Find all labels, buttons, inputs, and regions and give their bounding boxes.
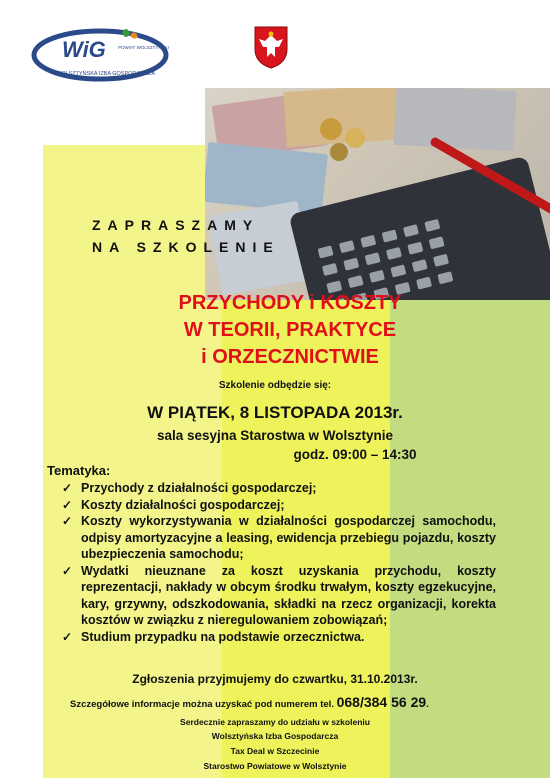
phone-suffix: . <box>426 699 429 710</box>
paper-sheet <box>394 88 517 151</box>
banknote <box>205 142 328 214</box>
checkmark-icon: ✓ <box>62 563 73 578</box>
organizer-wig: Wolsztyńska Izba Gospodarcza <box>211 731 339 741</box>
event-hours: godz. 09:00 – 14:30 <box>293 447 417 462</box>
title-line-3: i ORZECZNICTWIE <box>201 346 379 368</box>
coat-of-arms-icon <box>253 25 289 69</box>
checkmark-icon: ✓ <box>62 481 73 495</box>
invitation-heading <box>92 214 280 258</box>
training-title <box>120 290 460 371</box>
wig-logo-text: WiG <box>62 37 106 62</box>
contact-info <box>70 694 429 710</box>
money-calculator-photo <box>205 88 550 300</box>
title-line-1: PRZYCHODY i KOSZTY <box>178 292 402 314</box>
checkmark-icon: ✓ <box>62 514 73 528</box>
organizer-tax-deal: Tax Deal w Szczecinie <box>230 746 320 756</box>
event-intro: Szkolenie odbędzie się: <box>218 380 332 391</box>
phone-number: 068/384 56 29 <box>336 694 427 710</box>
calculator <box>288 156 550 300</box>
invite-line-2: NA SZKOLENIE <box>92 239 280 255</box>
list-item: ✓ Wydatki nieuznane za koszt uzyskania przychodu, koszty reprezentacji, nakłady w obcym środku trwałym, koszty egzekucyjne, kary, grzywny, odszkodowania, składki na rzecz organizacji, korekta kosztów w związku z nieregulowaniem zobowiązań; <box>62 563 496 627</box>
checkmark-icon: ✓ <box>62 629 73 644</box>
invite-line-1: ZAPRASZAMY <box>92 217 260 233</box>
registration-deadline: Zgłoszenia przyjmujemy do czwartku, 31.10.2013r. <box>132 672 418 686</box>
contact-info-text: Szczegółowe informacje można uzyskać pod numerem tel. <box>70 699 337 710</box>
title-line-2: W TEORII, PRAKTYCE <box>183 319 397 341</box>
powiat-logo-text: POWIAT WOLSZTYŃSKI <box>118 45 169 50</box>
event-date: W PIĄTEK, 8 LISTOPADA 2013r. <box>147 403 403 422</box>
org-logo-text: WOLSZTYŃSKA IZBA GOSPODARCZA <box>56 71 156 77</box>
list-item: ✓ Koszty działalności gospodarczej; <box>62 497 285 512</box>
list-item: ✓ Koszty wykorzystywania w działalności gospodarczej samochodu, odpisy amortyzacyjne a leasing, ewidencja przebiegu pojazdu, koszty ubezpieczenia samochodu; <box>62 514 496 561</box>
coin <box>320 118 342 140</box>
event-venue: sala sesyjna Starostwa w Wolsztynie <box>156 428 394 443</box>
list-item: ✓ Przychody z działalności gospodarczej; <box>62 481 317 495</box>
wig-logo <box>30 25 190 85</box>
coin <box>345 128 365 148</box>
organizer-starostwo: Starostwo Powiatowe w Wolsztynie <box>203 761 347 771</box>
list-item: ✓ Studium przypadku na podstawie orzecznictwa. <box>62 629 365 644</box>
checkmark-icon: ✓ <box>62 497 73 512</box>
topics-list <box>62 480 496 645</box>
topics-label: Tematyka: <box>47 463 111 478</box>
coin <box>330 143 348 161</box>
closing-invite: Serdecznie zapraszamy do udziału w szkoleniu <box>180 717 370 727</box>
